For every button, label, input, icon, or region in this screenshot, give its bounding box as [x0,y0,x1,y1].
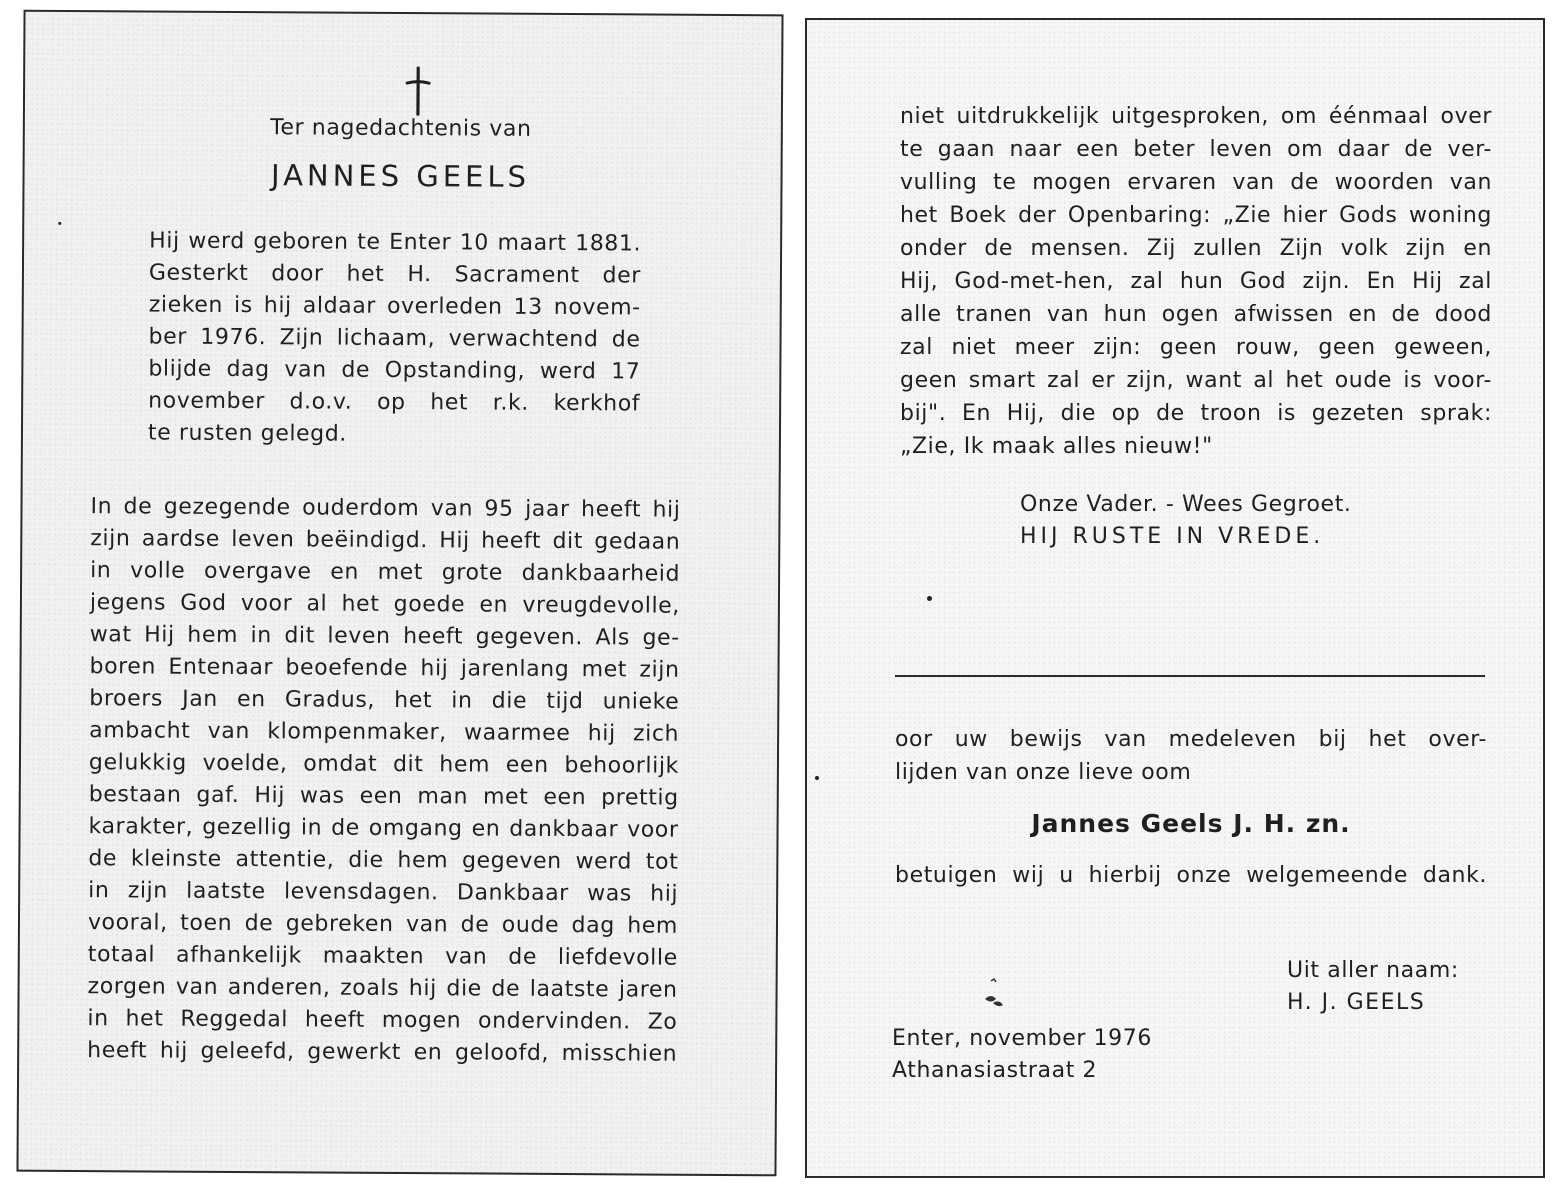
body-line: gelukkig voelde, omdat dit hem een behoorlijk [88,750,680,779]
thanks-line: oor uw bewijs van medeleven bij het over- [895,727,1487,752]
body-line: ambacht van klompenmaker, waarmee hij zich [89,718,680,747]
body-line: karakter, gezellig in de omgang en dankbaar voor [88,814,679,843]
intro-line: november d.o.v. op het r.k. kerkhof [148,388,641,417]
intro-line: zieken is hij aldaar overleden 13 novem- [148,292,641,321]
intro-line: blijde dag van de Opstanding, werd 17 [148,356,641,385]
thanks-name: Jannes Geels J. H. zn. [1031,809,1351,838]
thanks-closing: betuigen wij u hierbij onze welgemeende dank. [895,863,1487,888]
intro-line: ber 1976. Zijn lichaam, verwachtend de [148,324,641,353]
body-line: zal niet meer zijn: geen rouw, geen geween, [900,335,1492,360]
body-line: zijn aardse leven beëindigd. Hij heeft dit gedaan [90,526,681,555]
body-line: bij". En Hij, die op de troon is gezeten sprak: [900,401,1492,426]
deceased-name: JANNES GEELS [270,158,531,194]
body-line: „Zie, Ik maak alles nieuw!" [900,434,1213,459]
body-line: vulling te mogen ervaren van de woorden van [900,170,1492,195]
body-line: de kleinste attentie, die hem gegeven werd tot [88,846,679,875]
rest-in-peace: HIJ RUSTE IN VREDE. [1020,524,1325,549]
intro-line: Gesterkt door het H. Sacrament der [148,260,642,289]
body-line: het Boek der Openbaring: „Zie hier Gods woning [900,203,1492,228]
ink-speck [815,776,819,780]
body-line: onder de mensen. Zij zullen Zijn volk zijn en [900,236,1492,261]
memorial-heading: Ter nagedachtenis van [270,115,532,142]
ornament-icon [979,975,1009,1015]
body-line: geen smart zal er zijn, want al het oude is voor- [900,368,1492,393]
body-line: zorgen van anderen, zoals hij die de laatste jaren [87,974,678,1003]
body-line: Hij, God-met-hen, zal hun God zijn. En Hij zal [900,269,1492,294]
body-line: in het Reggedal heeft mogen ondervinden. Zo [87,1006,678,1035]
body-line: bestaan gaf. Hij was een man met een prettig [88,782,679,811]
body-line: te gaan naar een beter leven om daar de ver- [900,137,1492,162]
left-card-page [16,10,783,1177]
prayer-line: Onze Vader. - Wees Gegroet. [1020,492,1352,517]
body-line: broers Jan en Gradus, het in die tijd unieke [89,686,680,715]
body-line: niet uitdrukkelijk uitgesproken, om éénmaal over [900,104,1492,129]
intro-line: Hij werd geboren te Enter 10 maart 1881. [149,228,642,257]
body-line: in volle overgave en met grote dankbaarheid [90,558,681,587]
body-line: heeft hij geleefd, gewerkt en geloofd, misschien [87,1038,678,1067]
body-line: In de gezegende ouderdom van 95 jaar heeft hij [90,494,681,523]
body-line: in zijn laatste levensdagen. Dankbaar was hij [88,878,679,907]
thanks-line: lijden van onze lieve oom [895,760,1192,785]
signature-name: H. J. GEELS [1287,990,1426,1015]
body-line: vooral, toen de gebreken van de oude dag hem [87,910,679,939]
right-card-page [805,18,1545,1178]
body-line: jegens God voor al het goede en vreugdevolle, [89,590,681,619]
body-line: alle tranen van hun ogen afwissen en de dood [900,302,1492,327]
place-date: Enter, november 1976 [892,1026,1152,1051]
signature-label: Uit aller naam: [1287,958,1459,983]
ink-speck [58,222,61,225]
body-line: boren Entenaar beoefende hij jarenlang met zijn [89,654,680,683]
address: Athanasiastraat 2 [892,1058,1098,1083]
cross-icon [403,66,433,116]
body-line: wat Hij hem in dit leven heeft gegeven. Als ge- [89,622,680,651]
body-line: totaal afhankelijk maakten van de liefdevolle [87,942,678,971]
intro-line: te rusten gelegd. [147,420,348,447]
ink-speck [927,596,932,601]
section-divider [895,675,1485,677]
